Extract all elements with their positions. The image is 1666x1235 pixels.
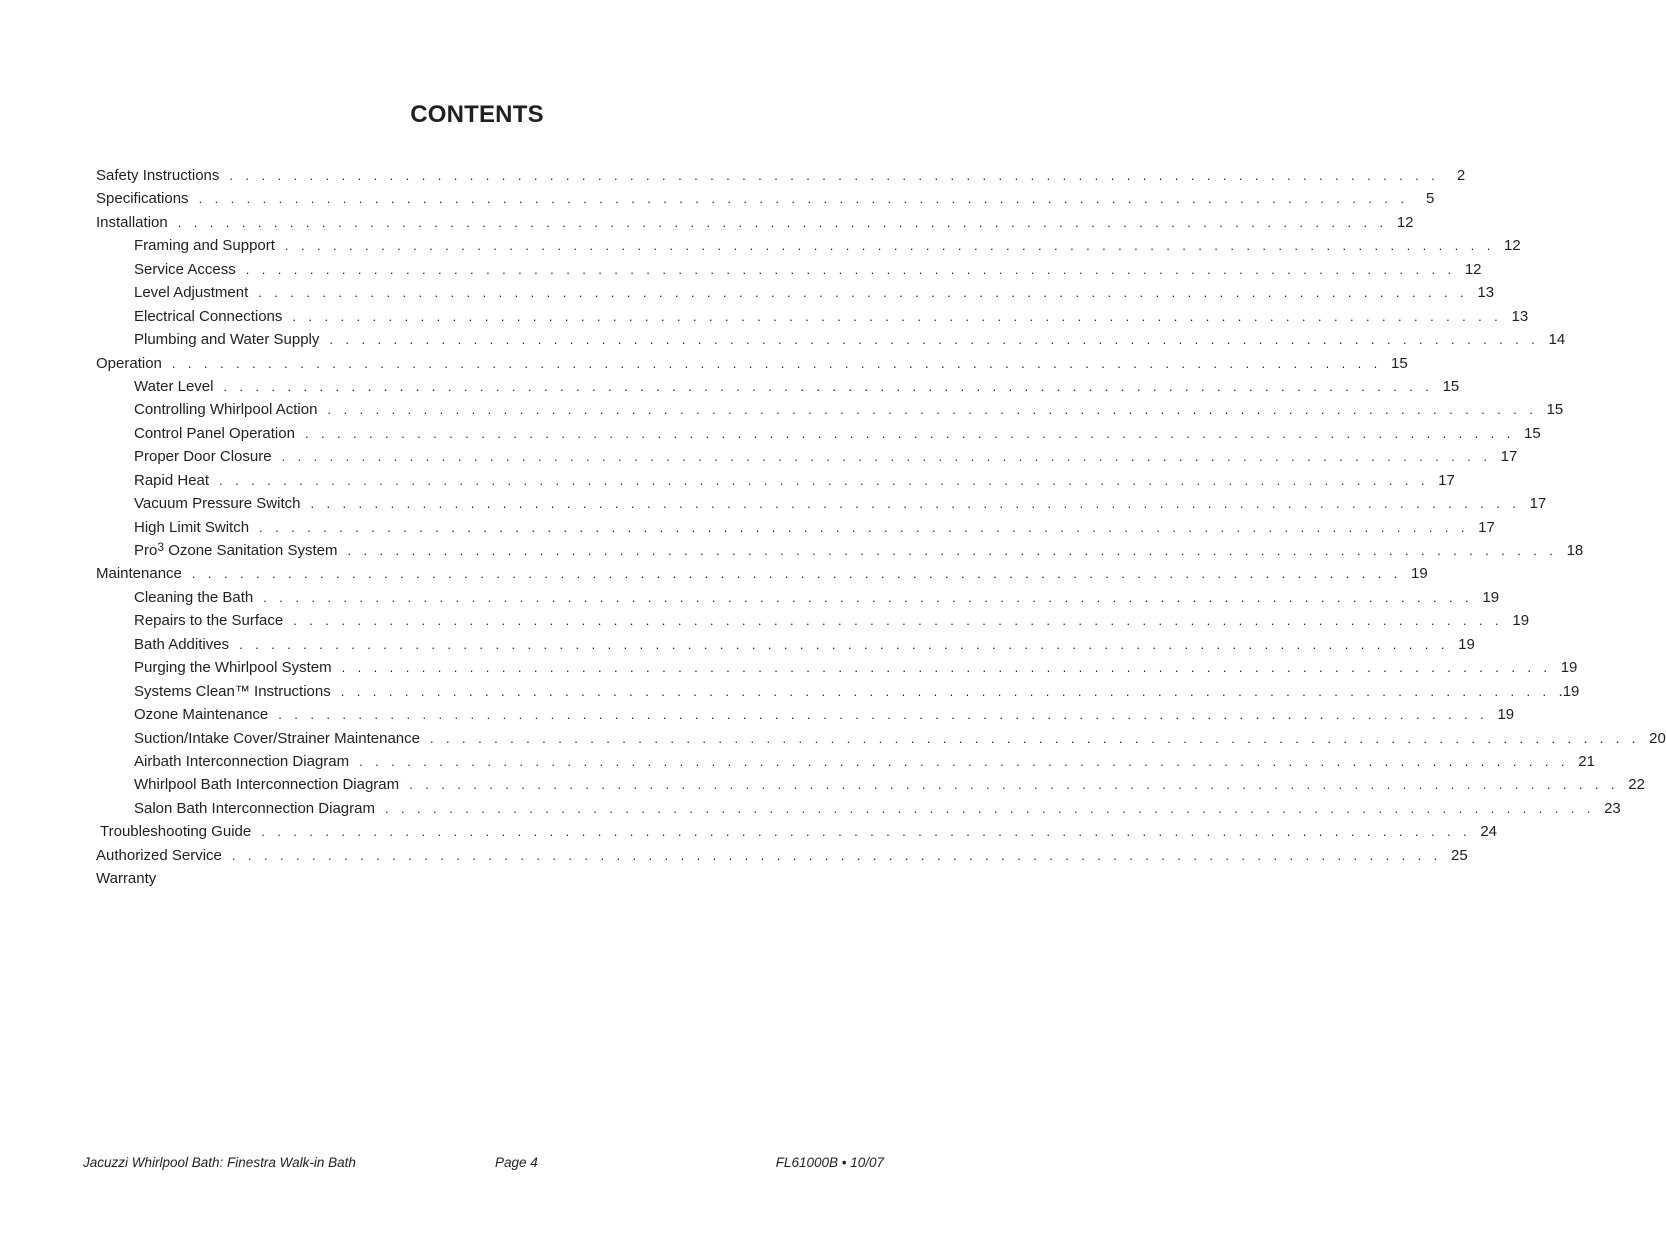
toc-entry-warranty[interactable]	[96, 867, 860, 890]
entry-page-number: 12	[1396, 213, 1414, 231]
entry-label: Whirlpool Bath Interconnection Diagram	[134, 776, 400, 794]
footer-document-title: Jacuzzi Whirlpool Bath: Finestra Walk-in Bath	[83, 1155, 356, 1170]
dot-leader: . . . . . . . . . . . . . . . . . . . . . . . . . . . . . . . . . . . . . . . . . . . . . . . . . . . . . . . . . . . . . . . . . . . . . . . . . . . .	[278, 707, 1489, 723]
dot-leader: . . . . . . . . . . . . . . . . . . . . . . . . . . . . . . . . . . . . . . . . . . . . . . . . . . . . . . . . . . . . . . . . . . . . . . . . . . . .	[258, 285, 1469, 301]
toc-entry-specifications[interactable]	[96, 187, 1435, 210]
entry-page-number: 19	[1458, 635, 1475, 653]
dot-leader: . . . . . . . . . . . . . . . . . . . . . . . . . . . . . . . . . . . . . . . . . . . . . . . . . . . . . . . . . . . . . . . . . . . . . . . . . . . .	[327, 402, 1538, 418]
dot-leader: . . . . . . . . . . . . . . . . . . . . . . . . . . . . . . . . . . . . . . . . . . . . . . . . . . . . . . . . . . . . . . . . . . . . . . . . . . . .	[191, 566, 1402, 582]
entry-page-number: 15	[1524, 424, 1541, 442]
entry-label: Level Adjustment	[134, 284, 249, 302]
entry-label-superscript: 3	[157, 540, 165, 554]
dot-leader: . . . . . . . . . . . . . . . . . . . . . . . . . . . . . . . . . . . . . . . . . . . . . . . . . . . . . . . . . . . . . . . . . . . . . . . . . . . .	[430, 730, 1640, 746]
entry-page-number: 17	[1529, 495, 1547, 513]
entry-page-number: 21	[1578, 752, 1595, 770]
toc-entry-installation[interactable]	[96, 211, 1414, 234]
entry-label-suffix: Ozone Sanitation System	[164, 542, 338, 559]
entry-label: Airbath Interconnection Diagram	[134, 752, 350, 770]
toc-entry-vacuum-pressure-switch[interactable]	[96, 492, 1547, 515]
toc-entry-high-limit-switch[interactable]	[96, 516, 1495, 539]
entry-page-number: 5	[1426, 190, 1435, 208]
entry-label: Systems Clean™ Instructions	[134, 682, 331, 700]
dot-leader: . . . . . . . . . . . . . . . . . . . . . . . . . . . . . . . . . . . . . . . . . . . . . . . . . . . . . . . . . . . . . . . . . . . . . . . . . . . .	[310, 496, 1521, 512]
dot-leader: . . . . . . . . . . . . . . . . . . . . . . . . . . . . . . . . . . . . . . . . . . . . . . . . . . . . . . . . . . . . . . . . . . . . . . . . . . . .	[198, 191, 1409, 207]
dot-leader: . . . . . . . . . . . . . . . . . . . . . . . . . . . . . . . . . . . . . . . . . . . . . . . . . . . . . . . . . . . . . . . . . . . . . . . . . . . .	[347, 543, 1558, 558]
entry-page-number: 2	[1456, 167, 1466, 184]
entry-page-number: 17	[1500, 448, 1518, 466]
entry-page-number: 19	[1411, 565, 1428, 583]
entry-label: Authorized Service	[96, 846, 222, 864]
entry-label: Specifications	[96, 190, 189, 208]
entry-page-number: 15	[1546, 401, 1564, 419]
toc-entry-level-adjustment[interactable]	[96, 281, 1495, 304]
toc-entry-rapid-heat[interactable]	[96, 469, 1455, 492]
toc-entry-airbath-interconnection-diagram[interactable]	[96, 750, 1595, 773]
entry-label: Warranty	[96, 870, 157, 888]
entry-label: Repairs to the Surface	[134, 612, 284, 630]
toc-entry-cleaning-the-bath[interactable]	[96, 586, 1500, 609]
entry-label: Controlling Whirlpool Action	[134, 401, 318, 419]
entry-page-number: 18	[1566, 542, 1584, 559]
toc-entry-repairs-to-the-surface[interactable]	[96, 609, 1530, 632]
entry-label: Plumbing and Water Supply	[134, 331, 320, 349]
dot-leader: . . . . . . . . . . . . . . . . . . . . . . . . . . . . . . . . . . . . . . . . . . . . . . . . . . . . . . . . . . . . . . . . . . . . . . . . . . . .	[263, 589, 1474, 605]
dot-leader: . . . . . . . . . . . . . . . . . . . . . . . . . . . . . . . . . . . . . . . . . . . . . . . . . . . . . . . . . . . . . . . . . . . . . . . . . . . .	[259, 519, 1469, 535]
entry-page-number: 24	[1480, 823, 1498, 841]
entry-label: High Limit Switch	[134, 518, 250, 536]
entry-label: Framing and Support	[134, 237, 275, 255]
toc-entry-ozone-maintenance[interactable]	[96, 703, 1515, 726]
entry-page-number: 20	[1649, 729, 1666, 747]
entry-page-number: 22	[1628, 776, 1645, 794]
toc-entry-salon-bath-interconnection-diagram[interactable]	[96, 797, 1621, 820]
entry-page-number: 15	[1390, 354, 1408, 372]
toc-entry-maintenance[interactable]	[96, 562, 1428, 585]
toc-entry-bath-additives[interactable]	[96, 633, 1475, 656]
dot-leader: . . . . . . . . . . . . . . . . . . . . . . . . . . . . . . . . . . . . . . . . . . . . . . . . . . . . . . . . . . . . . . . . . . . . . . . . . . . .	[261, 824, 1472, 840]
toc-entry-safety-instructions[interactable]	[96, 164, 1466, 187]
entry-label: Troubleshooting Guide	[100, 823, 252, 841]
dot-leader: . . . . . . . . . . . . . . . . . . . . . . . . . . . . . . . . . . . . . . . . . . . . . . . . . . . . . . . . . . . . . . . . . . . . . . . . . . . .	[384, 800, 1595, 816]
entry-page-number: 19	[1560, 659, 1578, 677]
dot-leader: . . . . . . . . . . . . . . . . . . . . . . . . . . . . . . . . . . . . . . . . . . . . . . . . . . . . . . . . . . . . . . . . . . . . . . . . . . . .	[177, 214, 1388, 230]
entry-label: Operation	[96, 354, 162, 372]
entry-label: Control Panel Operation	[134, 424, 295, 442]
entry-page-number: 25	[1451, 846, 1468, 864]
entry-label: Rapid Heat	[134, 471, 210, 489]
table-of-contents	[96, 164, 1666, 891]
entry-page-number: 12	[1504, 237, 1521, 255]
entry-label: Electrical Connections	[134, 307, 283, 325]
footer-document-code: FL61000B • 10/07	[775, 1155, 884, 1170]
entry-label-prefix: Pro	[134, 542, 158, 559]
dot-leader: . . . . . . . . . . . . . . . . . . . . . . . . . . . . . . . . . . . . . . . . . . . . . . . . . . . . . . . . . . . . . . . . . . . . . . . . . . . .	[219, 472, 1429, 488]
dot-leader: . . . . . . . . . . . . . . . . . . . . . . . . . . . . . . . . . . . . . . . . . . . . . . . . . . . . . . . . . . . . . . . . . . . . . . . . . . . .	[409, 777, 1619, 793]
entry-page-number: 13	[1511, 307, 1529, 325]
toc-entry-suction-intake-cover-strainer-maintenance[interactable]	[96, 727, 1666, 750]
entry-page-number: 17	[1438, 471, 1455, 489]
dot-leader: . . . . . . . . . . . . . . . . . . . . . . . . . . . . . . . . . . . . . . . . . . . . . . . . . . . . . . . . . . . . . . . . . . . . . . . . . . . .	[223, 378, 1434, 394]
toc-entry-service-access[interactable]	[96, 258, 1482, 281]
dot-leader: . . . . . . . . . . . . . . . . . . . . . . . . . . . . . . . . . . . . . . . . . . . . . . . . . . . . . . . . . . . . . . . . . . . . . . . . . . . .	[231, 847, 1442, 863]
entry-label: Suction/Intake Cover/Strainer Maintenance	[134, 729, 420, 747]
toc-entry-whirlpool-bath-interconnection-diagram[interactable]	[96, 773, 1645, 796]
dot-leader: . . . . . . . . . . . . . . . . . . . . . . . . . . . . . . . . . . . . . . . . . . . . . . . . . . . . . . . . . . . . . . . . . . . . . . . . . . . .	[341, 660, 1552, 676]
entry-page-number: 13	[1477, 284, 1495, 302]
toc-entry-plumbing-and-water-supply[interactable]	[96, 328, 1566, 351]
page-title: CONTENTS	[410, 101, 544, 128]
toc-entry-pro3-ozone-sanitation-system[interactable]	[96, 539, 1584, 562]
entry-label: Installation	[96, 213, 168, 231]
toc-entry-purging-the-whirlpool-system[interactable]	[96, 656, 1578, 679]
entry-page-number: 19	[1482, 588, 1500, 606]
toc-entry-control-panel-operation[interactable]	[96, 422, 1541, 445]
entry-label: Safety Instructions	[96, 167, 220, 184]
toc-entry-proper-door-closure[interactable]	[96, 445, 1518, 468]
toc-entry-controlling-whirlpool-action[interactable]	[96, 398, 1564, 421]
dot-leader: . . . . . . . . . . . . . . . . . . . . . . . . . . . . . . . . . . . . . . . . . . . . . . . . . . . . . . . . . . . . . . . . . . . . . . . . . . . .	[171, 355, 1382, 371]
entry-label: Vacuum Pressure Switch	[134, 495, 301, 513]
entry-label: Service Access	[134, 260, 236, 278]
entry-page-number: .19	[1558, 682, 1580, 700]
toc-entry-operation[interactable]	[96, 352, 1408, 375]
entry-label	[96, 539, 337, 562]
entry-page-number: 15	[1442, 377, 1460, 395]
dot-leader: . . . . . . . . . . . . . . . . . . . . . . . . . . . . . . . . . . . . . . . . . . . . . . . . . . . . . . . . . . . . . . . . . . . . . . . . . . . .	[340, 683, 1551, 699]
entry-page-number: 17	[1478, 518, 1495, 536]
dot-leader: . . . . . . . . . . . . . . . . . . . . . . . . . . . . . . . . . . . . . . . . . . . . . . . . . . . . . . . . . . . . . . . . . . . . . . . . . . . .	[292, 308, 1503, 324]
dot-leader: . . . . . . . . . . . . . . . . . . . . . . . . . . . . . . . . . . . . . . . . . . . . . . . . . . . . . . . . . . . . . . . . . . . . . . . . . . . .	[329, 332, 1540, 348]
toc-entry-electrical-connections[interactable]	[96, 305, 1529, 328]
entry-label: Ozone Maintenance	[134, 706, 269, 724]
entry-page-number: 23	[1604, 799, 1621, 817]
footer-page-number: Page 4	[495, 1155, 538, 1170]
entry-label: Salon Bath Interconnection Diagram	[134, 799, 375, 817]
dot-leader: . . . . . . . . . . . . . . . . . . . . . . . . . . . . . . . . . . . . . . . . . . . . . . . . . . . . . . . . . . . . . . . . . . . . . . . . . . . .	[281, 449, 1492, 465]
dot-leader: . . . . . . . . . . . . . . . . . . . . . . . . . . . . . . . . . . . . . . . . . . . . . . . . . . . . . . . . . . . . . . . . . . . . . . . . . . . .	[293, 613, 1504, 629]
entry-label: Maintenance	[96, 565, 182, 583]
entry-page-number: 19	[1497, 706, 1515, 724]
toc-entry-systems-clean-instructions[interactable]	[96, 680, 1580, 703]
entry-page-number: 12	[1464, 260, 1482, 278]
dot-leader: . . . . . . . . . . . . . . . . . . . . . . . . . . . . . . . . . . . . . . . . . . . . . . . . . . . . . . . . . . . . . . . . . . . . . . . . . . . .	[359, 753, 1569, 769]
entry-page-number: 14	[1548, 331, 1566, 349]
entry-label: Proper Door Closure	[134, 448, 272, 466]
entry-label: Purging the Whirlpool System	[134, 659, 332, 677]
entry-label: Water Level	[134, 377, 214, 395]
dot-leader: . . . . . . . . . . . . . . . . . . . . . . . . . . . . . . . . . . . . . . . . . . . . . . . . . . . . . . . . . . . . . . . . . . . . . . . . . . . .	[304, 425, 1515, 441]
entry-label: Cleaning the Bath	[134, 588, 254, 606]
toc-entry-framing-and-support[interactable]	[96, 234, 1521, 257]
dot-leader: . . . . . . . . . . . . . . . . . . . . . . . . . . . . . . . . . . . . . . . . . . . . . . . . . . . . . . . . . . . . . . . . . . . . . . . . . . . .	[245, 261, 1456, 277]
entry-page-number: 19	[1512, 612, 1530, 630]
toc-entry-water-level[interactable]	[96, 375, 1460, 398]
entry-label: Bath Additives	[134, 635, 230, 653]
toc-entry-authorized-service[interactable]	[96, 844, 1468, 867]
dot-leader: . . . . . . . . . . . . . . . . . . . . . . . . . . . . . . . . . . . . . . . . . . . . . . . . . . . . . . . . . . . . . . . . . . . . . . . . . . . .	[284, 238, 1495, 254]
dot-leader: . . . . . . . . . . . . . . . . . . . . . . . . . . . . . . . . . . . . . . . . . . . . . . . . . . . . . . . . . . . . . . . . . . . . . . . . . . . .	[229, 168, 1440, 183]
toc-entry-troubleshooting-guide[interactable]	[96, 820, 1498, 843]
dot-leader: . . . . . . . . . . . . . . . . . . . . . . . . . . . . . . . . . . . . . . . . . . . . . . . . . . . . . . . . . . . . . . . . . . . . . . . . . . . .	[239, 636, 1449, 652]
